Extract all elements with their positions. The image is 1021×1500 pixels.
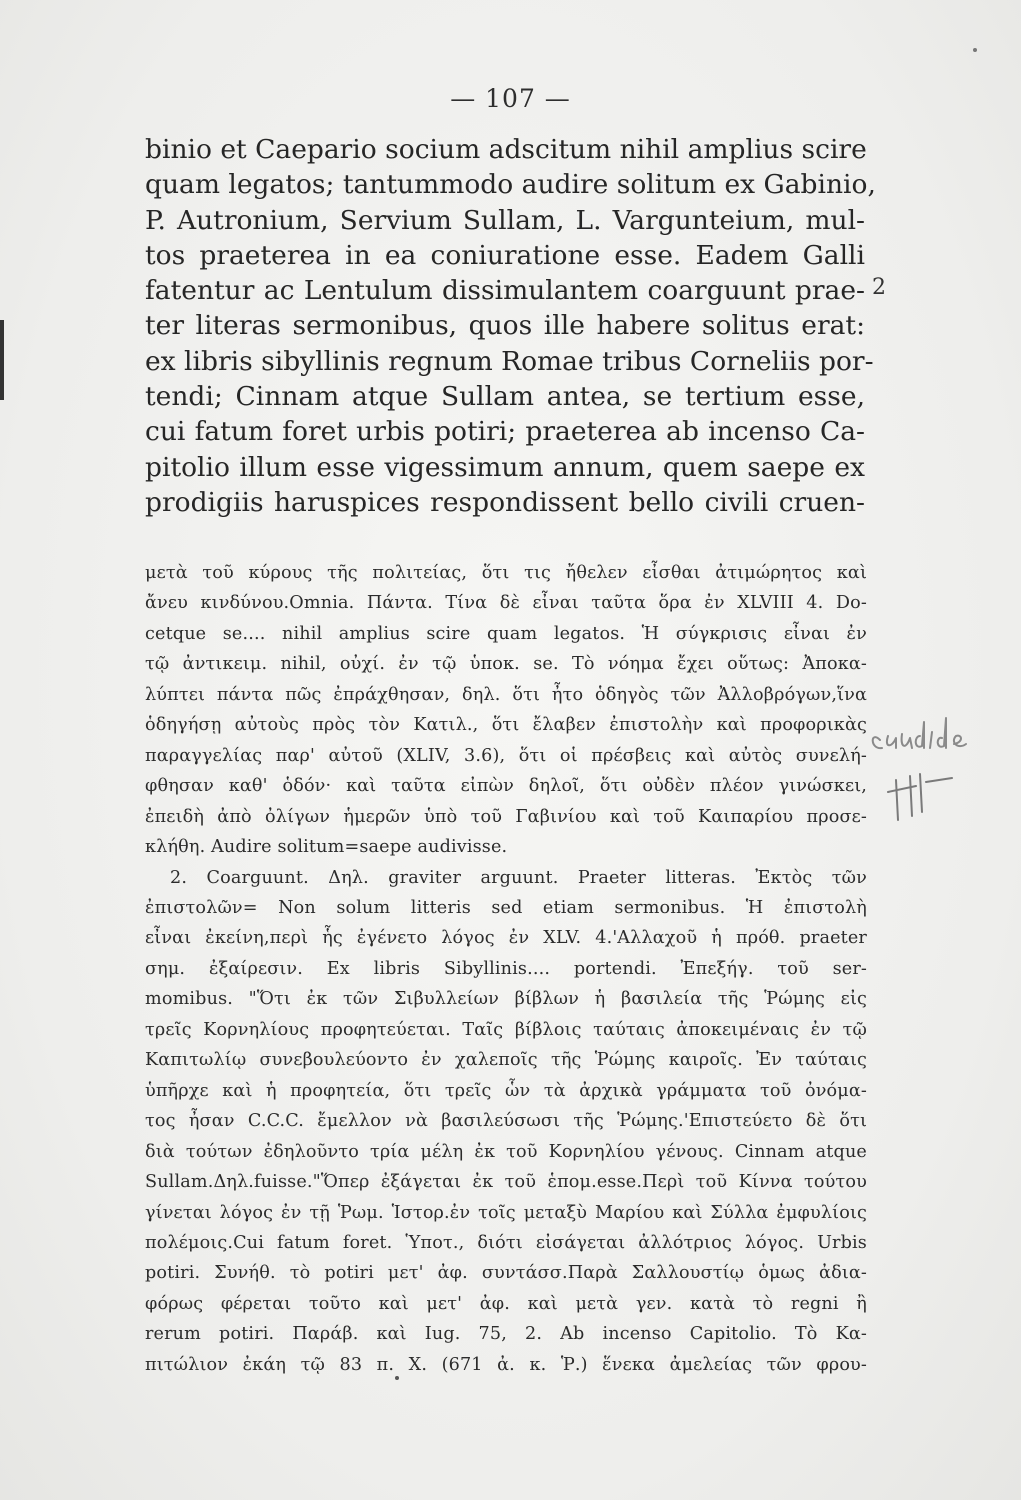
main-text-line: ter literas sermonibus, quos ille habere solitus erat:	[145, 310, 865, 342]
note-line: κλήθη. Audire solitum=saepe audivisse.	[145, 837, 508, 858]
note-line: rerum potiri. Παράβ. καὶ Iug. 75, 2. Ab incenso Capitolio. Τὸ Κα-	[145, 1324, 867, 1345]
margin-section-number: 2	[872, 275, 886, 300]
note-line: momibus. "Ὅτι ἐκ τῶν Σιβυλλείων βίβλων ἡ βασιλεία τῆς Ῥώμης εἰς	[145, 989, 867, 1010]
note-line: σημ. ἐξαίρεσιν. Ex libris Sibyllinis.... portendi. Ἐπεξήγ. τοῦ ser-	[145, 958, 867, 979]
handwritten-annotation	[868, 702, 1018, 832]
main-text-line: binio et Caepario socium adscitum nihil amplius scire	[145, 134, 867, 165]
main-text-line: ex libris sibyllinis regnum Romae tribus Corneliis por-	[145, 345, 874, 377]
note-line: potiri. Συνήθ. τὸ potiri μετ' ἀφ. συντάσσ.Παρὰ Σαλλουστίῳ ὁμως ἀδια-	[145, 1263, 867, 1284]
note-line: ὁδηγήσῃ αὐτοὺς πρὸς τὸν Κατιλ., ὅτι ἔλαβεν ἐπιστολὴν καὶ προφορικὰς	[145, 715, 867, 736]
note-line: πιτώλιον ἐκάη τῷ 83 π. Χ. (671 ἀ. κ. Ῥ.) ἕνεκα ἀμελείας τῶν φρου-	[145, 1354, 867, 1375]
note-line: φθησαν καθ' ὁδόν· καὶ ταῦτα εἰπὼν δηλοῖ, ὅτι οὐδὲν πλέον γινώσκει,	[145, 776, 867, 797]
note-line: εἶναι ἐκείνη,περὶ ἧς ἐγένετο λόγος ἐν XLV. 4.'Αλλαχοῦ ἡ πρόθ. praeter	[145, 928, 867, 949]
note-line: πολέμοις.Cui fatum foret. Ὑποτ., διότι εἰσάγεται ἀλλότριος λόγος. Urbis	[145, 1232, 867, 1253]
note-line: ἐπιστολῶν= Non solum litteris sed etiam sermonibus. Ἡ ἐπιστολὴ	[145, 897, 867, 918]
note-line: τῷ ἀντικειμ. nihil, οὐχί. ἐν τῷ ὑποκ. se. Τὸ νόημα ἔχει οὕτως: Ἀποκα-	[145, 654, 867, 675]
note-line: ἐπειδὴ ἀπὸ ὀλίγων ἡμερῶν ὑπὸ τοῦ Γαβινίου καὶ τοῦ Καιπαρίου προσε-	[145, 806, 867, 827]
note-line: Καπιτωλίῳ συνεβουλεύοντο ἐν χαλεποῖς τῆς Ῥώμης καιροῖς. Ἐν ταύταις	[145, 1050, 867, 1071]
main-text-line: quam legatos; tantummodo audire solitum ex Gabinio,	[145, 169, 876, 201]
note-line: διὰ τούτων ἐδηλοῦντο τρία μέλη ἐκ τοῦ Κορνηλίου γένους. Cinnam atque	[145, 1141, 867, 1162]
note-line: ὑπῆρχε καὶ ἡ προφητεία, ὅτι τρεῖς ὧν τὰ ἀρχικὰ γράμματα τοῦ ὀνόμα-	[145, 1080, 867, 1101]
main-text-line: cui fatum foret urbis potiri; praeterea ab incenso Ca-	[145, 416, 865, 448]
note-line: τος ἦσαν C.C.C. ἔμελλον νὰ βασιλεύσωσι τῆς Ῥώμης.'Επιστεύετο δὲ ὅτι	[145, 1111, 867, 1132]
note-line: παραγγελίας παρ' αὐτοῦ (XLIV, 3.6), ὅτι οἱ πρέσβεις καὶ αὐτὸς συνελή-	[145, 745, 867, 766]
ink-spot	[973, 48, 977, 52]
main-text-line: P. Autronium, Servium Sullam, L. Varguntеium, mul-	[145, 204, 865, 236]
main-text-line: tos praeterea in ea coniuratione esse. Eadem Galli	[145, 239, 865, 271]
note-line: φόρως φέρεται τοῦτο καὶ μετ' ἀφ. καὶ μετὰ γεν. κατὰ τὸ regni ἢ	[145, 1293, 867, 1314]
note-line: 2. Coarguunt. Δηλ. graviter arguunt. Praeter litteras. Ἐκτὸς τῶν	[170, 867, 867, 888]
note-line: μετὰ τοῦ κύρους τῆς πολιτείας, ὅτι τις ἤθελεν εἶσθαι ἀτιμώρητος καὶ	[145, 563, 867, 583]
page-number: — 107 —	[450, 84, 571, 113]
main-text-line: fatentur ac Lentulum dissimulantem coarguunt prae-	[145, 275, 865, 307]
main-text-line: tendi; Cinnam atque Sullam antea, se tertium esse,	[145, 381, 865, 413]
note-line: γίνεται λόγος ἐν τῇ Ῥωμ. Ἱστορ.ἐν τοῖς μεταξὺ Μαρίου καὶ Σύλλα ἐμφυλίοις	[145, 1202, 867, 1223]
page-edge-mark	[0, 320, 4, 400]
commentary-notes	[145, 558, 867, 1380]
note-line: ἄνευ κινδύνου.Omnia. Πάντα. Τίνα δὲ εἶναι ταῦτα ὅρα ἐν XLVIII 4. Do-	[145, 593, 867, 614]
note-line: λύπτει πάντα πῶς ἐπράχθησαν, δηλ. ὅτι ἦτο ὁδηγὸς τῶν Ἀλλοβρόγων,ἵνα	[145, 684, 867, 705]
main-text-line: pitolio illum esse vigessimum annum, quem saepe ex	[145, 451, 865, 483]
main-text-block	[145, 132, 876, 520]
note-line: τρεῖς Κορνηλίους προφητεύεται. Ταῖς βίβλοις ταύταις ἀποκειμέναις ἐν τῷ	[145, 1019, 867, 1040]
handwriting-svg	[868, 702, 1018, 832]
note-line: Sullam.Δηλ.fuisse."Ὅπερ ἐξάγεται ἐκ τοῦ ἑπομ.esse.Περὶ τοῦ Κίννα τούτου	[145, 1172, 867, 1193]
main-text-line: prodigiis haruspices respondissent bello civili cruen-	[145, 486, 865, 518]
note-line: cetque se.... nihil amplius scire quam legatos. Ἡ σύγκρισις εἶναι ἐν	[145, 623, 867, 644]
